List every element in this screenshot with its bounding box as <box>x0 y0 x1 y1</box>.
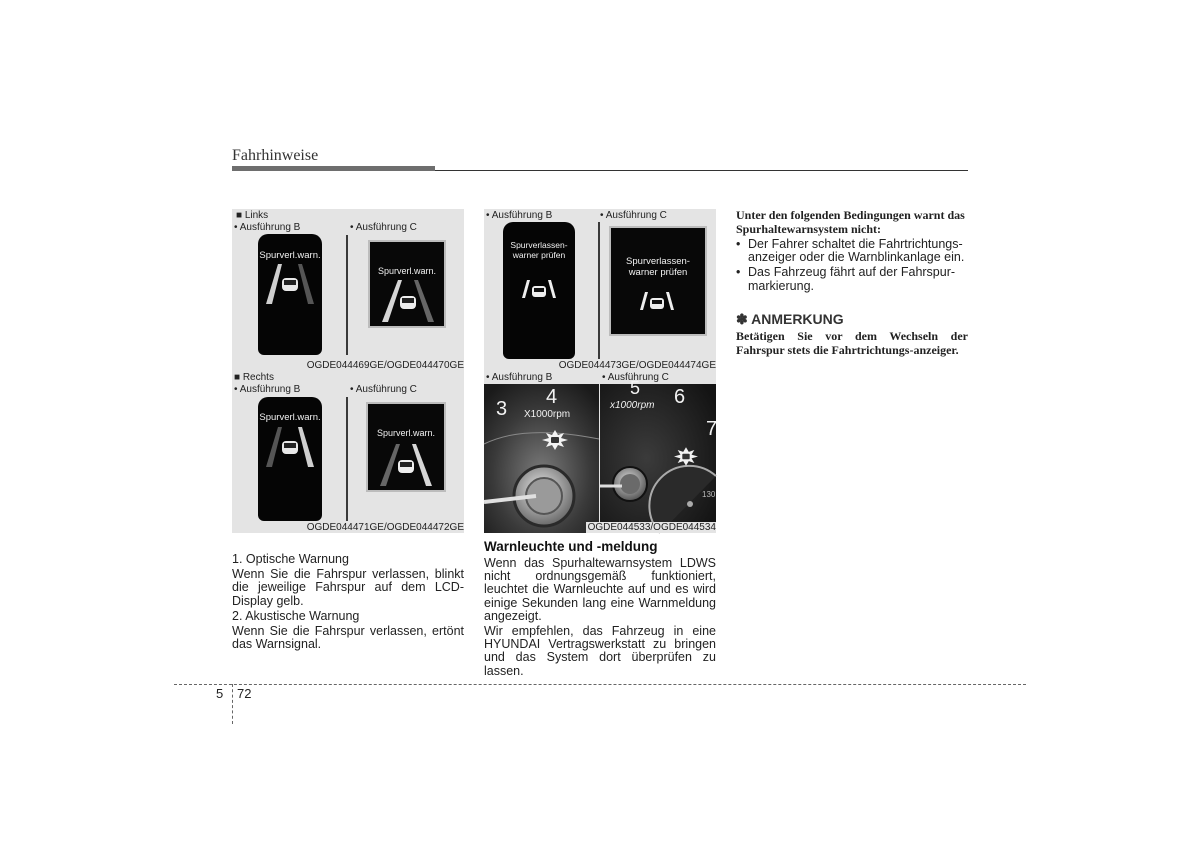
list-item: • Der Fahrer schaltet die Fahrtrichtungs-anzeiger oder die Warnblinkanlage ein. <box>736 237 965 265</box>
tach-c-rpm-label: x1000rpm <box>610 400 655 411</box>
figure-links-label-c: • Ausführung C <box>350 222 417 233</box>
lane-warning-icon <box>521 278 557 300</box>
list-item: • Das Fahrzeug fährt auf der Fahrspur-markierung. <box>736 265 956 293</box>
tachometer-b <box>484 384 599 533</box>
cluster-display-c-links <box>368 240 446 328</box>
figure-gauges <box>484 371 716 533</box>
acoustic-warning-title: 2. Akustische Warnung <box>232 608 360 623</box>
figure-rechts <box>232 371 464 533</box>
display-b-links-message: Spurverl.warn. <box>259 250 321 261</box>
display-c-pruefen-line2: warner prüfen <box>628 267 688 278</box>
display-c-links-message: Spurverl.warn. <box>377 266 437 276</box>
figure-rechts-section-label: ■ Rechts <box>234 372 274 383</box>
warning-lamp-para-2: Wir empfehlen, das Fahrzeug in eine HYUNDAI Vertragswerkstatt zu bringen und das System dort überprüfen zu lassen. <box>484 624 716 678</box>
cluster-display-b-rechts <box>258 397 322 521</box>
cluster-display-b-pruefen <box>503 222 575 359</box>
tachometer-c <box>600 378 718 533</box>
figure-gauges-code: OGDE044533/OGDE044534 <box>587 522 716 533</box>
lane-car-icon <box>380 444 432 486</box>
left-column-text <box>232 553 464 651</box>
note-heading: ✽ ANMERKUNG <box>736 310 844 327</box>
note-body: Betätigen Sie vor dem Wechseln der Fahrspur stets die Fahrtrichtungs-anzeiger. <box>736 328 968 357</box>
figure-rechts-label-c: • Ausführung C <box>350 384 417 395</box>
figure-pruefen-label-c: • Ausführung C <box>600 210 667 221</box>
list-item-text: Das Fahrzeug fährt auf der Fahrspur-markierung. <box>748 265 956 293</box>
lane-warning-icon <box>639 290 675 312</box>
cluster-display-b-links <box>258 234 322 355</box>
cluster-display-c-pruefen <box>609 226 707 336</box>
tach-b-number-4: 4 <box>546 386 558 408</box>
chapter-number: 5 <box>216 686 224 701</box>
optical-warning-body: Wenn Sie die Fahrspur verlassen, blinkt die jeweilige Fahrspur auf dem LCD-Display gelb. <box>232 567 464 608</box>
middle-column-text <box>484 557 716 678</box>
tach-c-number-6: 6 <box>674 386 686 408</box>
figure-links <box>232 209 464 371</box>
figure-divider <box>598 222 600 359</box>
display-c-rechts-message: Spurverl.warn. <box>376 428 436 438</box>
lane-car-icon <box>264 427 316 467</box>
header-rule-thick <box>232 166 435 171</box>
header-rule-thin <box>435 170 968 171</box>
figure-divider <box>346 235 348 355</box>
tach-c-number-7: 7 <box>706 418 718 440</box>
optical-warning-title: 1. Optische Warnung <box>232 552 349 566</box>
conditions-list <box>736 238 968 293</box>
figure-links-label-b: • Ausführung B <box>234 222 301 233</box>
display-b-rechts-message: Spurverl.warn. <box>259 412 321 423</box>
tach-b-number-3: 3 <box>496 398 508 420</box>
display-b-pruefen-line1: Spurverlassen- <box>510 240 568 250</box>
list-item-text: Der Fahrer schaltet die Fahrtrichtungs-anzeiger oder die Warnblinkanlage ein. <box>748 237 965 265</box>
footer-dashed-rule <box>174 684 1026 685</box>
cluster-display-c-rechts <box>366 402 446 492</box>
display-b-pruefen-line2: warner prüfen <box>512 250 566 260</box>
figure-pruefen-code: OGDE044473GE/OGDE044474GE <box>558 360 716 371</box>
lane-car-icon <box>382 280 434 322</box>
display-c-pruefen-line1: Spurverlassen- <box>626 256 690 267</box>
figure-links-code: OGDE044469GE/OGDE044470GE <box>306 360 464 371</box>
figure-pruefen <box>484 209 716 371</box>
figure-pruefen-label-b: • Ausführung B <box>486 210 553 221</box>
page-number: 72 <box>237 686 252 701</box>
figure-rechts-code: OGDE044471GE/OGDE044472GE <box>306 522 464 533</box>
tach-b-rpm-label: X1000rpm <box>524 409 571 420</box>
figure-rechts-label-b: • Ausführung B <box>234 384 301 395</box>
conditions-intro: Unter den folgenden Bedingungen warnt das Spurhaltewarnsystem nicht: <box>736 208 965 236</box>
warning-lamp-para-1: Wenn das Spurhaltewarnsystem LDWS nicht ordnungsgemäß funktioniert, leuchtet die Warnleuchte auf und es wird einige Sekunden lang eine Warnmeldung angezeigt. <box>484 556 716 623</box>
speedo-c-130-label: 130 <box>702 490 716 499</box>
figure-links-section-label: ■ Links <box>236 210 269 221</box>
warning-lamp-heading: Warnleuchte und -meldung <box>484 539 658 554</box>
footer-vertical-dashed-rule <box>232 684 233 724</box>
figure-gauges-label-c: • Ausführung C <box>602 372 669 383</box>
right-column-text <box>736 208 968 357</box>
figure-gauges-label-b: • Ausführung B <box>486 372 553 383</box>
figure-divider <box>346 397 348 521</box>
lane-warning-lamp-icon <box>674 447 698 466</box>
tach-c-number-5: 5 <box>630 378 641 398</box>
acoustic-warning-body: Wenn Sie die Fahrspur verlassen, ertönt das Warnsignal. <box>232 624 464 652</box>
lane-warning-lamp-icon <box>542 430 568 450</box>
page-header-title: Fahrhinweise <box>232 147 319 164</box>
lane-car-icon <box>264 264 316 304</box>
